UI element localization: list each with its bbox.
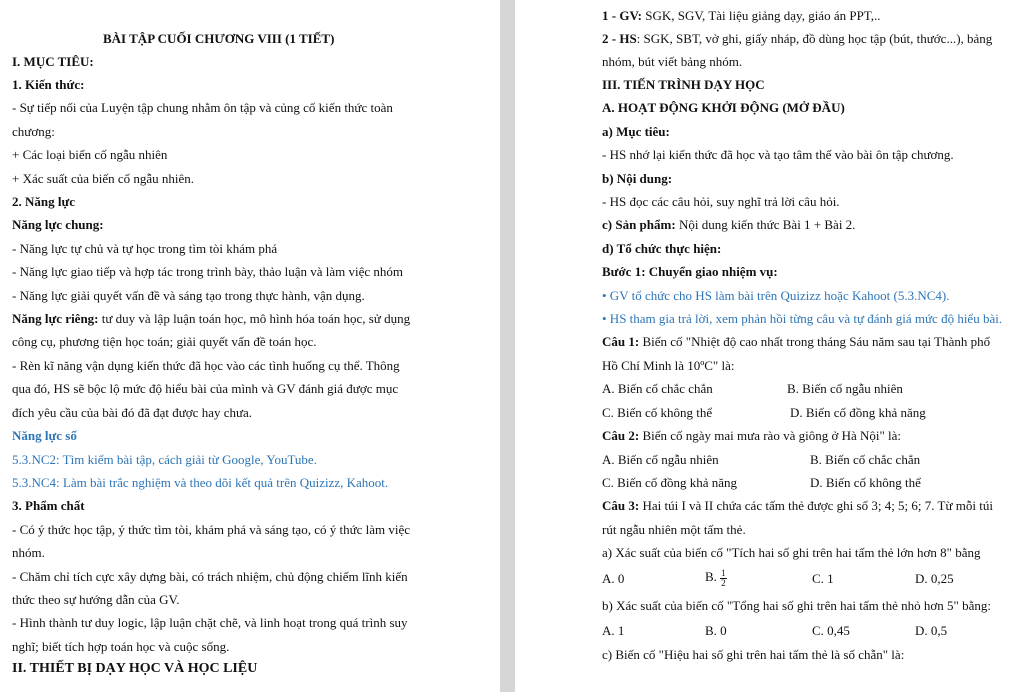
question-1-label: Câu 1: (602, 334, 640, 349)
paragraph-line: nhóm. (12, 545, 45, 560)
bullet-line: • HS tham gia trả lời, xem phản hồi từng câu và tự đánh giá mức độ hiểu bài. (602, 311, 1003, 326)
answer-option: A. 1 (602, 623, 625, 638)
answer-option (705, 565, 727, 589)
paragraph-line: - Năng lực giao tiếp và hợp tác trong trình bày, thảo luận và làm việc nhóm (12, 264, 404, 279)
answer-option: A. 0 (602, 571, 625, 586)
question-line (602, 334, 990, 350)
fraction (720, 569, 727, 588)
answer-option: D. 0,5 (915, 623, 948, 638)
paragraph-text: : SGK, SBT, vở ghi, giấy nháp, đồ dùng học tập (bút, thước...), bảng (636, 31, 993, 46)
paragraph-line: + Xác suất của biến cố ngẫu nhiên. (12, 171, 195, 186)
paragraph-text: Hai túi I và II chứa các tấm thẻ được ghi số 3; 4; 5; 6; 7. Từ mỗi túi (639, 498, 993, 513)
paragraph-line: - Rèn kĩ năng vận dụng kiến thức đã học vào các tình huống cụ thể. Thông (12, 358, 400, 373)
paragraph-line: 5.3.NC4: Làm bài trắc nghiệm và theo dõi kết quả trên Quizizz, Kahoot. (12, 475, 389, 490)
question-2-label: Câu 2: (602, 428, 640, 443)
paragraph-line: a) Xác suất của biến cố "Tích hai số ghi trên hai tấm thẻ lớn hơn 8" bằng (602, 545, 981, 560)
question-3-label: Câu 3: (602, 498, 640, 513)
bullet-line: • GV tổ chức cho HS làm bài trên Quizizz hoặc Kahoot (5.3.NC4). (602, 288, 950, 303)
question-line (602, 498, 993, 514)
heading-tien-trinh: III. TIẾN TRÌNH DẠY HỌC (602, 77, 765, 92)
paragraph-line: - Chăm chỉ tích cực xây dựng bài, có trách nhiệm, chủ động chiếm lĩnh kiến (12, 569, 408, 584)
paragraph-line: 5.3.NC2: Tìm kiếm bài tập, cách giải từ Google, YouTube. (12, 452, 317, 467)
hs-label: 2 - HS (602, 31, 637, 46)
heading-hoat-dong: A. HOẠT ĐỘNG KHỞI ĐỘNG (MỞ ĐẦU) (602, 100, 845, 115)
answer-option: C. 0,45 (812, 623, 850, 638)
paragraph-line: công cụ, phương tiện học toán; giải quyết vấn đề toán học. (12, 334, 317, 349)
paragraph-text: Nội dung kiến thức Bài 1 + Bài 2. (675, 217, 856, 232)
heading-thiet-bi: II. THIẾT BỊ DẠY HỌC VÀ HỌC LIỆU (12, 661, 258, 676)
heading-pham-chat: 3. Phẩm chất (12, 498, 85, 513)
paragraph-line: c) Biến cố "Hiệu hai số ghi trên hai tấm thẻ là số chẵn" là: (602, 647, 905, 662)
answer-option: A. Biến cố ngẫu nhiên (602, 452, 719, 467)
answer-option: D. 0,25 (915, 571, 954, 586)
document-page-right (515, 0, 1021, 692)
fraction-denominator: 2 (721, 577, 726, 588)
gv-label: 1 - GV: (602, 8, 642, 23)
heading-muc-tieu-a: a) Mục tiêu: (602, 124, 670, 139)
paragraph-line: b) Xác suất của biến cố "Tổng hai số ghi trên hai tấm thẻ nhỏ hơn 5" bằng: (602, 598, 991, 613)
paragraph-line: - Năng lực tự chủ và tự học trong tìm tòi khám phá (12, 241, 278, 256)
paragraph-line: - Sự tiếp nối của Luyện tập chung nhằm ôn tập và củng cố kiến thức toàn (12, 100, 393, 115)
paragraph-text: tư duy và lập luận toán học, mô hình hóa toán học, sử dụng (98, 311, 411, 326)
option-prefix: B. (705, 569, 717, 584)
answer-option: B. 0 (705, 623, 727, 638)
heading-noi-dung: b) Nội dung: (602, 171, 673, 186)
paragraph-line (12, 311, 410, 327)
answer-option: D. Biến cố không thể (810, 475, 921, 490)
heading-nang-luc-so: Năng lực số (12, 428, 77, 443)
answer-option: C. Biến cố đồng khả năng (602, 475, 738, 490)
doc-title: BÀI TẬP CUỐI CHƯƠNG VIII (1 TIẾT) (103, 31, 335, 46)
paragraph-line: thức theo sự hướng dẫn của GV. (12, 592, 180, 607)
heading-kien-thuc: 1. Kiến thức: (12, 77, 85, 92)
paragraph-text: SGK, SGV, Tài liệu giảng dạy, giáo án PPT,.. (641, 8, 881, 23)
paragraph-line: chương: (12, 124, 55, 139)
heading-nang-luc: 2. Năng lực (12, 194, 76, 209)
san-pham-label: c) Sản phẩm: (602, 217, 676, 232)
answer-option: B. Biến cố ngẫu nhiên (787, 381, 903, 396)
paragraph-line: - HS nhớ lại kiến thức đã học và tạo tâm thế vào bài ôn tập chương. (602, 147, 954, 162)
paragraph-line: + Các loại biến cố ngẫu nhiên (12, 147, 168, 162)
paragraph-line: - Năng lực giải quyết vấn đề và sáng tạo trong thực hành, vận dụng. (12, 288, 365, 303)
paragraph-line (602, 31, 992, 47)
paragraph-line: nghĩ; biết tích hợp toán học và cuộc sống. (12, 639, 230, 654)
paragraph-line: - Hình thành tư duy logic, lập luận chặt chẽ, và linh hoạt trong quá trình suy (12, 615, 408, 630)
paragraph-line: rút ngẫu nhiên một tấm thẻ. (602, 522, 746, 537)
question-line (602, 428, 901, 444)
heading-muc-tieu: I. MỤC TIÊU: (12, 54, 94, 69)
paragraph-line: - Có ý thức học tập, ý thức tìm tòi, khám phá và sáng tạo, có ý thức làm việc (12, 522, 411, 537)
paragraph-line: Hồ Chí Minh là 10ºC" là: (602, 358, 735, 373)
answer-option: A. Biến cố chắc chắn (602, 381, 713, 396)
answer-option: B. Biến cố chắc chắn (810, 452, 921, 467)
paragraph-line: - HS đọc các câu hỏi, suy nghĩ trả lời câu hỏi. (602, 194, 840, 209)
paragraph-line: nhóm, bút viết bảng nhóm. (602, 54, 743, 69)
nang-luc-rieng-label: Năng lực riêng: (12, 311, 99, 326)
answer-option: D. Biến cố đồng khả năng (790, 405, 926, 420)
paragraph-text: Biến cố "Nhiệt độ cao nhất trong tháng Sáu năm sau tại Thành phố (639, 334, 991, 349)
paragraph-line (602, 217, 855, 233)
paragraph-line (602, 8, 881, 24)
paragraph-text: Biến cố ngày mai mưa rào và giông ở Hà Nội" là: (639, 428, 902, 443)
document-page-left (0, 0, 500, 692)
heading-to-chuc: d) Tổ chức thực hiện: (602, 241, 722, 256)
answer-option: C. Biến cố không thể (602, 405, 713, 420)
paragraph-line: đích yêu cầu của bài đó đã đạt được hay chưa. (12, 405, 253, 420)
answer-option: C. 1 (812, 571, 834, 586)
paragraph-line: qua đó, HS sẽ bộc lộ mức độ hiểu bài của mình và GV đánh giá được mục (12, 381, 399, 396)
fraction-numerator: 1 (721, 567, 726, 578)
heading-nang-luc-chung: Năng lực chung: (12, 217, 104, 232)
heading-buoc-1: Bước 1: Chuyển giao nhiệm vụ: (602, 264, 778, 279)
